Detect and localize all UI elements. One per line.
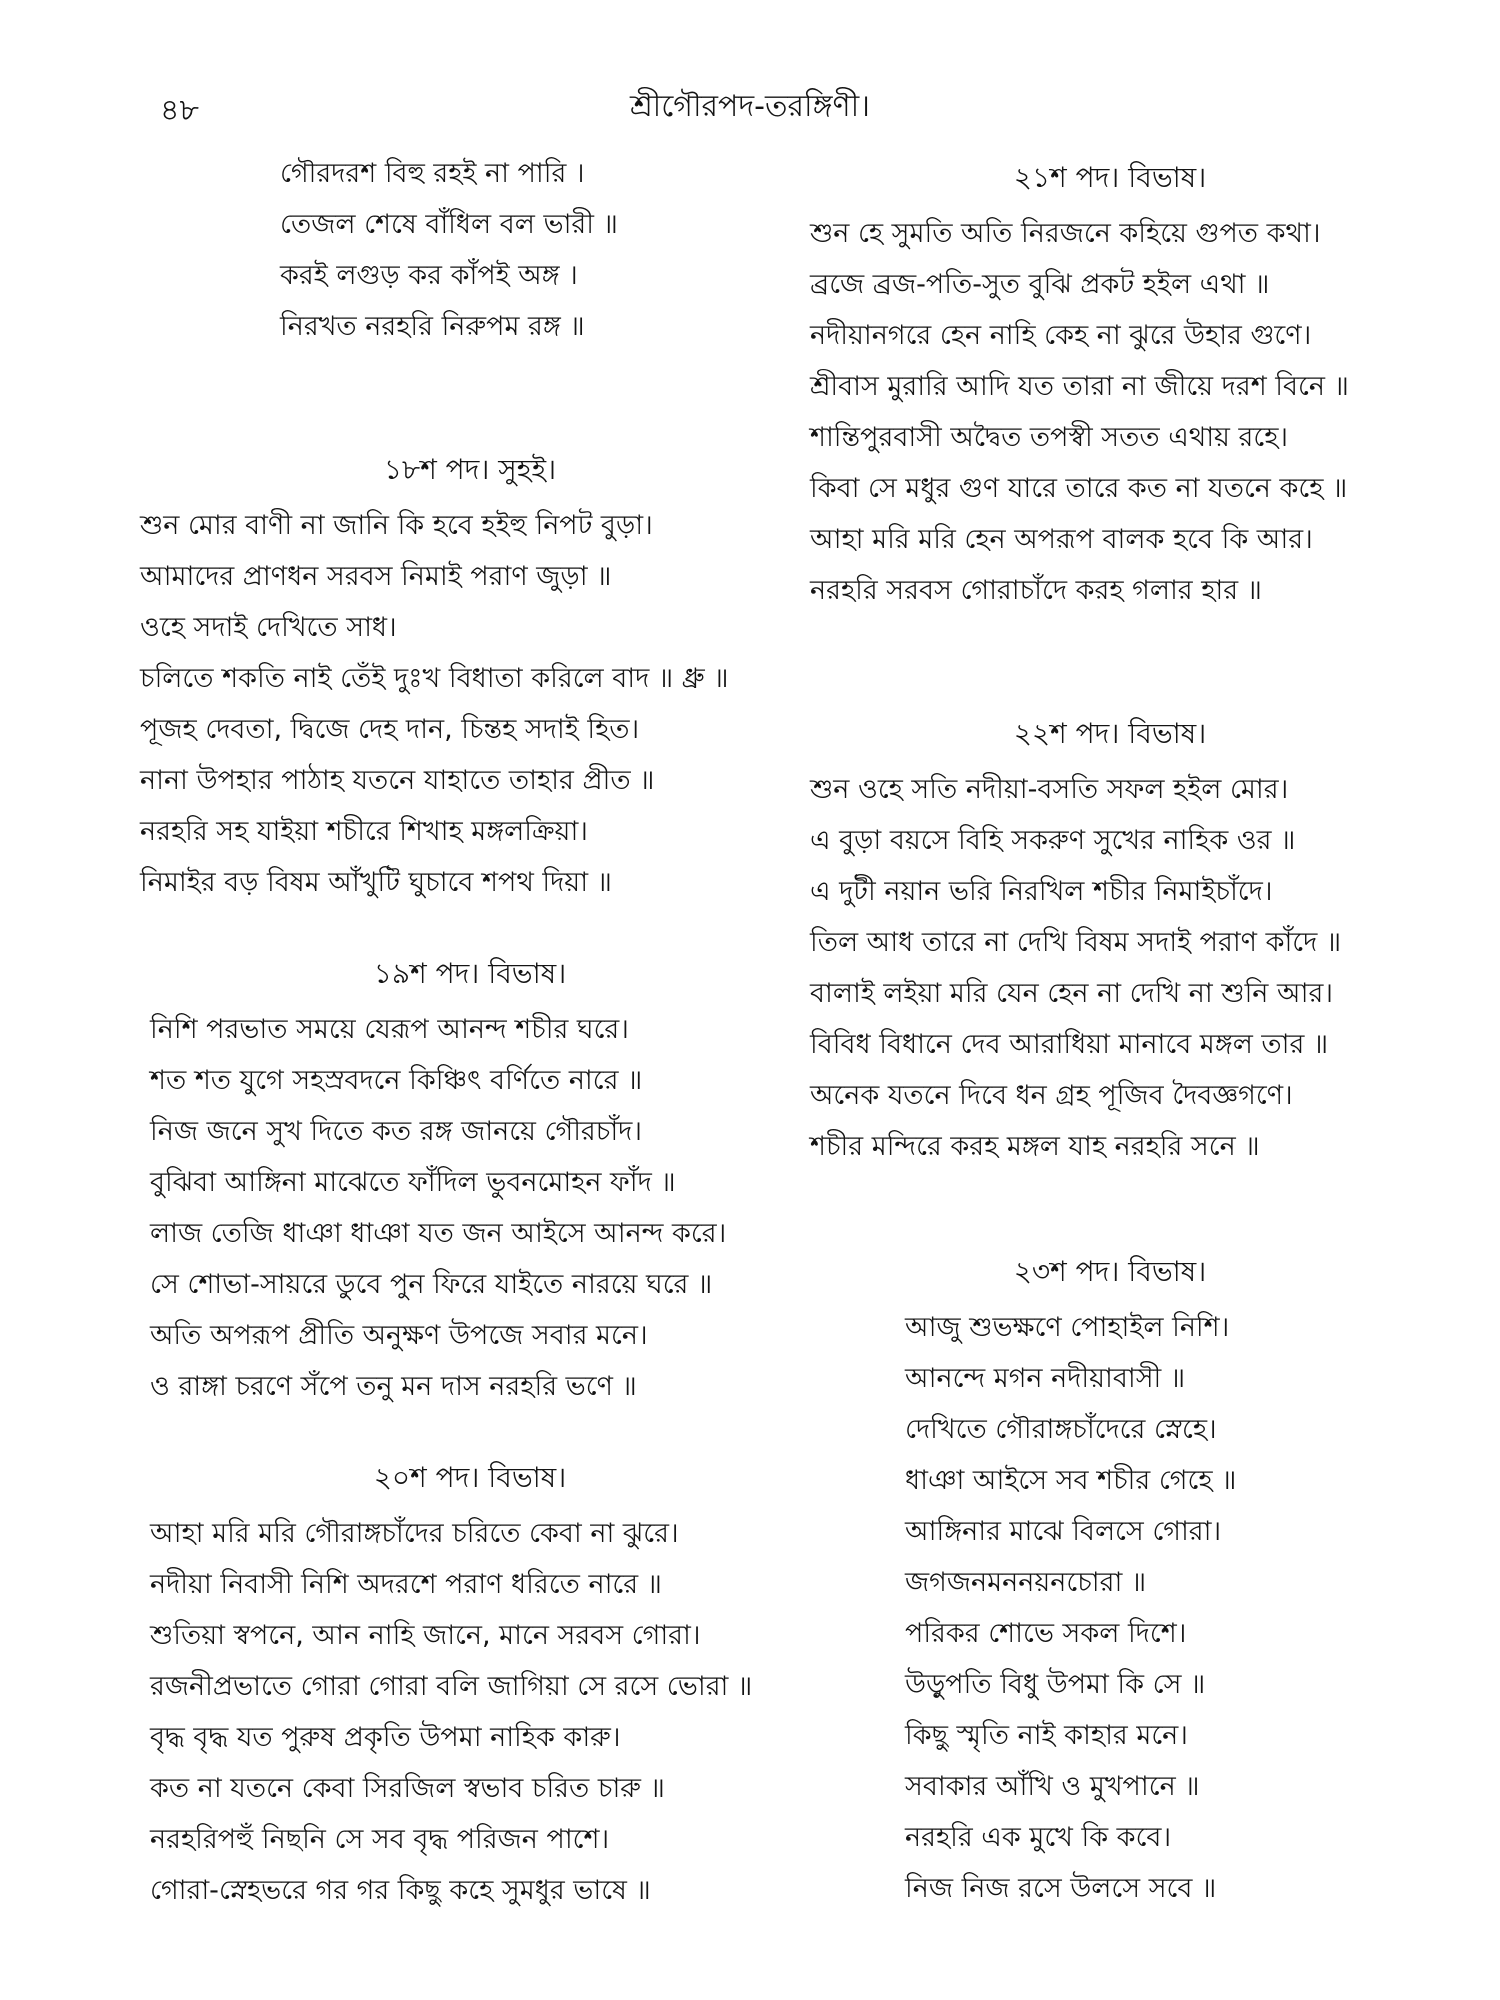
verse-line: নিজ নিজ রসে উলসে সবে ॥ — [905, 1873, 1217, 1904]
verse-line: নরহরি সহ যাইয়া শচীরে শিখাহ মঙ্গলক্রিয়া। — [140, 816, 588, 847]
verse-line: তেজল শেষে বাঁধিল বল ভারী ॥ — [280, 209, 618, 240]
verse-line: নিজ জনে সুখ দিতে কত রঙ্গ জানয়ে গৌরচাঁদ। — [150, 1116, 643, 1147]
verse-line: নরহরি এক মুখে কি কবে। — [905, 1822, 1172, 1853]
verse-line: শচীর মন্দিরে করহ মঙ্গল যাহ নরহরি সনে ॥ — [810, 1131, 1260, 1162]
pada-heading: ১৮শ পদ। সুহই। — [383, 453, 557, 486]
verse-line: নদীয়া নিবাসী নিশি অদরশে পরাণ ধরিতে নারে ॥ — [150, 1569, 662, 1600]
verse-line: আহা মরি মরি গৌরাঙ্গচাঁদের চরিতে কেবা না ঝুরে। — [150, 1518, 679, 1549]
verse-line: শুতিয়া স্বপনে, আন নাহি জানে, মানে সরবস গোরা। — [150, 1620, 701, 1651]
verse-line: কিবা সে মধুর গুণ যারে তারে কত না যতনে কহে ॥ — [810, 473, 1348, 504]
pada-19 — [140, 944, 800, 1412]
pada-heading: ২০শ পদ। বিভাষ। — [373, 1461, 567, 1494]
verse-line: লাজ তেজি ধাঞা ধাঞা যত জন আইসে আনন্দ করে। — [150, 1218, 727, 1249]
pada-23 — [810, 1242, 1410, 1914]
verse-line: শুন ওহে সতি নদীয়া-বসতি সফল হইল মোর। — [810, 774, 1289, 805]
right-column — [810, 148, 1410, 1914]
verse-line: সবাকার আঁখি ও মুখপানে ॥ — [905, 1771, 1200, 1802]
verse-line: এ বুড়া বয়সে বিহি সকরুণ সুখের নাহিক ওর ॥ — [810, 825, 1296, 856]
verse-line: আজু শুভক্ষণে পোহাইল নিশি। — [905, 1312, 1230, 1343]
verse-line: শান্তিপুরবাসী অদ্বৈত তপস্বী সতত এথায় রহে। — [810, 422, 1289, 453]
pada-21 — [810, 148, 1410, 616]
verse-line: বিবিধ বিধানে দেব আরাধিয়া মানাবে মঙ্গল তার ॥ — [810, 1029, 1329, 1060]
verse-line: ব্রজে ব্রজ-পতি-সুত বুঝি প্রকট হইল এথা ॥ — [810, 269, 1270, 300]
verse-line: ওহে সদাই দেখিতে সাধ। — [140, 612, 397, 643]
verse-line: শ্রীবাস মুরারি আদি যত তারা না জীয়ে দরশ বিনে ॥ — [810, 371, 1349, 402]
verse-line: বালাই লইয়া মরি যেন হেন না দেখি না শুনি আর। — [810, 978, 1334, 1009]
verse-line: ও রাঙ্গা চরণে সঁপে তনু মন দাস নরহরি ভণে ॥ — [150, 1371, 637, 1402]
verse-line: ধাঞা আইসে সব শচীর গেহে ॥ — [905, 1465, 1237, 1496]
verse-line: বুঝিবা আঙ্গিনা মাঝেতে ফাঁদিল ভুবনমোহন ফাঁদ ॥ — [150, 1167, 676, 1198]
verse-line: শুন মোর বাণী না জানি কি হবে হইহু নিপট বুড়া। — [140, 510, 653, 541]
verse-line: গোরা-স্নেহভরে গর গর কিছু কহে সুমধুর ভাষে ॥ — [150, 1875, 651, 1906]
verse-line: অতি অপরূপ প্রীতি অনুক্ষণ উপজে সবার মনে। — [150, 1320, 648, 1351]
verse-line: নরহরি সরবস গোরাচাঁদে করহ গলার হার ॥ — [810, 575, 1262, 606]
verse-line: নিমাইর বড় বিষম আঁখুটি ঘুচাবে শপথ দিয়া ॥ — [140, 867, 612, 898]
verse-line: জগজনমননয়নচোরা ॥ — [905, 1567, 1147, 1598]
pada-20 — [140, 1448, 800, 1916]
verse-line: করই লগুড় কর কাঁপই অঙ্গ । — [280, 260, 578, 291]
verse-line: আহা মরি মরি হেন অপরূপ বালক হবে কি আর। — [810, 524, 1313, 555]
pada-heading: ২২শ পদ। বিভাষ। — [1013, 717, 1207, 750]
verse-line: নিরখত নরহরি নিরুপম রঙ্গ ॥ — [280, 311, 585, 342]
verse-line: অনেক যতনে দিবে ধন গ্রহ পূজিব দৈবজ্ঞগণে। — [810, 1080, 1293, 1111]
verse-line: কিছু স্মৃতি নাই কাহার মনে। — [905, 1720, 1188, 1751]
verse-line: নানা উপহার পাঠাহ যতনে যাহাতে তাহার প্রীত ॥ — [140, 765, 655, 796]
verse-line: চলিতে শকতি নাই তেঁই দুঃখ বিধাতা করিলে বাদ ॥ ধ্রু ॥ — [140, 663, 729, 694]
intro-verse — [140, 148, 800, 352]
verse-line: দেখিতে গৌরাঙ্গচাঁদেরে স্নেহে। — [905, 1414, 1217, 1445]
verse-line: বৃদ্ধ বৃদ্ধ যত পুরুষ প্রকৃতি উপমা নাহিক কারু। — [150, 1722, 621, 1753]
pada-22 — [810, 704, 1410, 1172]
pada-heading: ২৩শ পদ। বিভাষ। — [1013, 1255, 1207, 1288]
running-title: শ্রীগৌরপদ-তরঙ্গিণী। — [630, 89, 870, 124]
verse-line: আমাদের প্রাণধন সরবস নিমাই পরাণ জুড়া ॥ — [140, 561, 612, 592]
verse-line: আনন্দে মগন নদীয়াবাসী ॥ — [905, 1363, 1186, 1394]
verse-line: সে শোভা-সায়রে ডুবে পুন ফিরে যাইতে নারয়ে ঘরে ॥ — [150, 1269, 713, 1300]
verse-line: উড়ুপতি বিধু উপমা কি সে ॥ — [905, 1669, 1206, 1700]
left-column — [140, 148, 800, 1916]
page-number: ৪৮ — [160, 93, 199, 128]
verse-line: নিশি পরভাত সময়ে যেরূপ আনন্দ শচীর ঘরে। — [150, 1014, 629, 1045]
verse-line: শত শত যুগে সহস্রবদনে কিঞ্চিৎ বর্ণিতে নারে ॥ — [150, 1065, 643, 1096]
verse-line: শুন হে সুমতি অতি নিরজনে কহিয়ে গুপত কথা। — [810, 218, 1321, 249]
verse-line: রজনীপ্রভাতে গোরা গোরা বলি জাগিয়া সে রসে ভোরা ॥ — [150, 1671, 753, 1702]
verse-line: নরহরিপহুঁ নিছনি সে সব বৃদ্ধ পরিজন পাশে। — [150, 1824, 610, 1855]
pada-heading: ২১শ পদ। বিভাষ। — [1013, 161, 1207, 194]
pada-18 — [140, 440, 800, 908]
verse-line: পূজহ দেবতা, দ্বিজে দেহ দান, চিন্তহ সদাই হিত। — [140, 714, 640, 745]
pada-heading: ১৯শ পদ। বিভাষ। — [373, 957, 567, 990]
verse-line: কত না যতনে কেবা সিরজিল স্বভাব চরিত চারু ॥ — [150, 1773, 665, 1804]
verse-line: তিল আধ তারে না দেখি বিষম সদাই পরাণ কাঁদে ॥ — [810, 927, 1342, 958]
verse-line: পরিকর শোভে সকল দিশে। — [905, 1618, 1187, 1649]
verse-line: এ দুটী নয়ান ভরি নিরখিল শচীর নিমাইচাঁদে। — [810, 876, 1273, 907]
verse-line: নদীয়ানগরে হেন নাহি কেহ না ঝুরে উহার গুণে। — [810, 320, 1312, 351]
verse-line: আঙ্গিনার মাঝে বিলসে গোরা। — [905, 1516, 1222, 1547]
verse-line: গৌরদরশ বিহু রহই না পারি । — [280, 158, 585, 189]
